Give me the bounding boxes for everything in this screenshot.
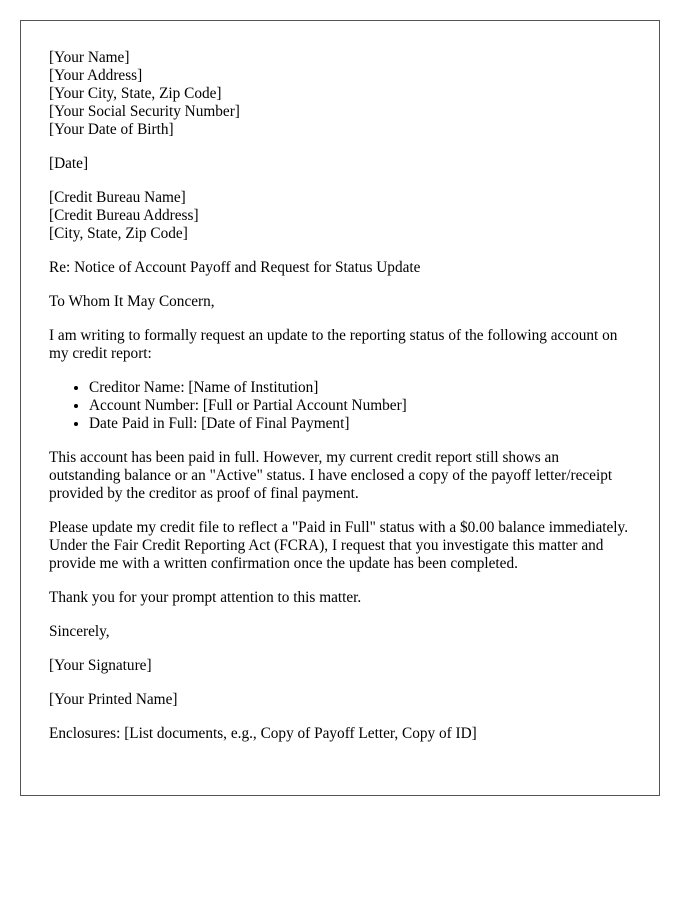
- intro-paragraph: I am writing to formally request an update to the reporting status of the following account on my credit report:: [49, 327, 618, 362]
- sender-address: [Your Address]: [49, 67, 143, 84]
- letter-page: [20, 20, 660, 796]
- sender-dob: [Your Date of Birth]: [49, 121, 174, 138]
- recipient-city-state-zip: [City, State, Zip Code]: [49, 225, 188, 242]
- closing: Sincerely,: [49, 623, 110, 640]
- signature-placeholder: [Your Signature]: [49, 657, 152, 674]
- sender-ssn: [Your Social Security Number]: [49, 103, 240, 120]
- list-item-date-paid: • Date Paid in Full: [Date of Final Payment]: [89, 415, 631, 433]
- update-request-paragraph: Please update my credit file to reflect a "Paid in Full" status with a $0.00 balance immediately. Under the Fair Credit Reporting Act (FCRA), I request that you investigate this matter and provide me with a written confirmation once the update has been completed.: [49, 519, 629, 572]
- paid-in-full-paragraph: This account has been paid in full. However, my current credit report still shows an outstanding balance or an "Active" status. I have enclosed a copy of the payoff letter/receipt provided by the creditor as proof of final payment.: [49, 449, 613, 502]
- enclosures-line: Enclosures: [List documents, e.g., Copy of Payoff Letter, Copy of ID]: [49, 725, 477, 742]
- thanks-paragraph: Thank you for your prompt attention to this matter.: [49, 589, 362, 606]
- account-details-list: [49, 379, 631, 433]
- subject-line: Re: Notice of Account Payoff and Request for Status Update: [49, 259, 421, 276]
- list-item-account-number: • Account Number: [Full or Partial Account Number]: [89, 397, 631, 415]
- recipient-name: [Credit Bureau Name]: [49, 189, 186, 206]
- sender-city-state-zip: [Your City, State, Zip Code]: [49, 85, 222, 102]
- salutation: To Whom It May Concern,: [49, 293, 215, 310]
- printed-name-placeholder: [Your Printed Name]: [49, 691, 178, 708]
- sender-address-block: [49, 49, 631, 139]
- recipient-address-block: [49, 189, 631, 243]
- list-item-creditor-name: • Creditor Name: [Name of Institution]: [89, 379, 631, 397]
- sender-name: [Your Name]: [49, 49, 130, 66]
- letter-date: [Date]: [49, 155, 89, 172]
- recipient-address: [Credit Bureau Address]: [49, 207, 199, 224]
